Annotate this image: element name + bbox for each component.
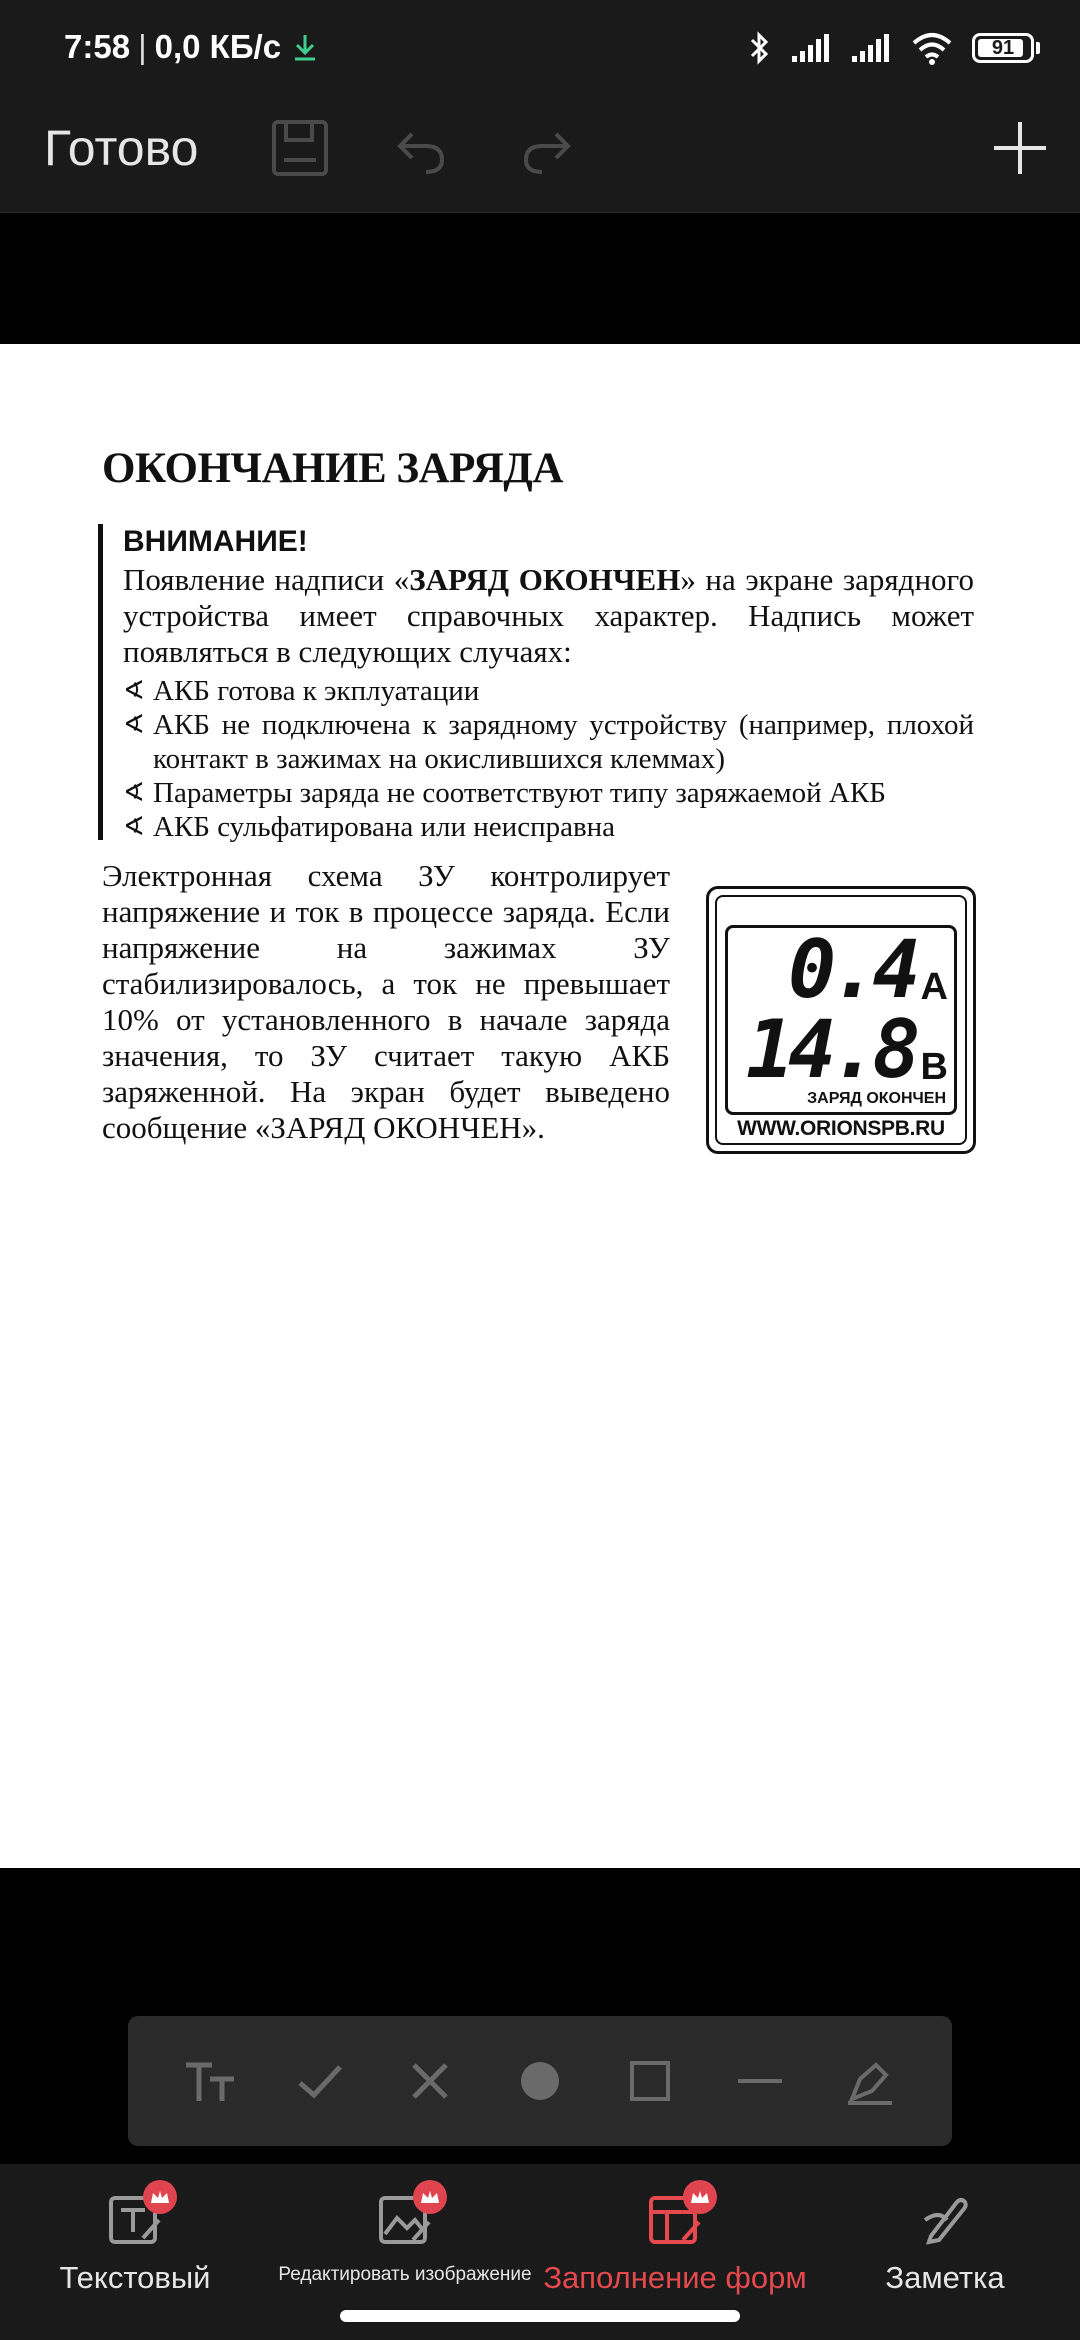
wifi-icon — [910, 31, 954, 65]
list-item — [123, 810, 974, 844]
line-icon[interactable] — [728, 2049, 792, 2113]
bullet-icon: ∢ — [123, 710, 145, 739]
battery-indicator — [972, 33, 1034, 63]
nav-label: Заметка — [885, 2260, 1005, 2295]
dot-icon[interactable] — [508, 2049, 572, 2113]
status-bar — [0, 0, 1080, 100]
status-separator: | — [138, 28, 147, 65]
warning-text — [123, 562, 974, 670]
nav-item-text[interactable] — [0, 2164, 270, 2314]
bullet-icon: ∢ — [123, 778, 145, 807]
warning-box — [98, 524, 974, 843]
body-paragraph: Электронная схема ЗУ контролирует напряжение и ток в процессе заряда. Если напряжение на зажимах ЗУ стабилизировалось, а ток не превышает 10% от установленного в начале заряда значения, то ЗУ считает такую АКБ заряженной. На экран будет выведено сообщение «ЗАРЯД ОКОНЧЕН». — [102, 858, 670, 1145]
network-speed: 0,0 КБ/с — [154, 28, 282, 65]
lcd-current-unit: А — [920, 966, 948, 1008]
lcd-current-value: 0.4 — [788, 923, 915, 1016]
pen-note-icon — [895, 2180, 995, 2250]
download-icon — [289, 31, 321, 63]
square-icon[interactable] — [618, 2049, 682, 2113]
markup-toolbar — [128, 2016, 952, 2146]
nav-icon — [895, 2180, 995, 2250]
charger-display-illustration — [706, 886, 976, 1154]
list-item-text: АКБ готова к экплуатации — [153, 675, 480, 707]
lcd-screen — [725, 925, 957, 1115]
lcd-status-text: ЗАРЯД ОКОНЧЕН — [807, 1090, 946, 1107]
signal-icon-2 — [850, 32, 892, 64]
lcd-voltage-row — [745, 1003, 948, 1096]
warning-text-bold: ЗАРЯД ОКОНЧЕН — [409, 562, 681, 597]
lcd-voltage-value: 14.8 — [745, 1003, 915, 1096]
check-icon[interactable] — [288, 2049, 352, 2113]
document-title: ОКОНЧАНИЕ ЗАРЯДА — [102, 445, 563, 492]
warning-text-before: Появление надписи « — [123, 562, 410, 597]
document-page — [0, 344, 1080, 1868]
editor-toolbar — [0, 100, 1080, 213]
device-url: WWW.ORIONSPB.RU — [737, 1117, 945, 1140]
plus-icon[interactable] — [986, 114, 1054, 182]
warning-text-after: » на экране зарядного устройства имеет справочных характер. Надпись может появляться в следующих случаях: — [123, 562, 974, 669]
lcd-current-row — [788, 923, 948, 1016]
cross-icon[interactable] — [398, 2049, 462, 2113]
nav-label: Заполнение форм — [543, 2260, 807, 2295]
list-item-text: АКБ не подключена к зарядному устройству (например, плохой контакт в зажимах на окислившихся клеммах) — [153, 709, 974, 775]
undo-icon[interactable] — [388, 114, 456, 182]
bullet-icon: ∢ — [123, 676, 145, 705]
clock: 7:58 — [64, 28, 131, 65]
status-right — [748, 28, 1040, 68]
signal-icon — [790, 32, 832, 64]
bullet-icon: ∢ — [123, 812, 145, 841]
nav-label: Текстовый — [59, 2260, 211, 2295]
list-item-text: АКБ сульфатирована или неисправна — [153, 811, 616, 843]
text-size-icon[interactable] — [178, 2049, 242, 2113]
list-item — [123, 776, 974, 810]
warning-list — [123, 674, 974, 844]
signature-icon[interactable] — [838, 2049, 902, 2113]
redo-icon[interactable] — [512, 114, 580, 182]
lcd-voltage-unit: В — [920, 1046, 948, 1088]
nav-icon — [355, 2180, 455, 2250]
list-item — [123, 674, 974, 708]
premium-crown-icon — [143, 2180, 177, 2214]
status-left — [64, 28, 321, 66]
done-button[interactable]: Готово — [44, 120, 199, 176]
nav-icon — [85, 2180, 185, 2250]
nav-icon — [625, 2180, 725, 2250]
warning-title: ВНИМАНИЕ! — [123, 525, 308, 558]
battery-tip — [1036, 42, 1040, 54]
nav-item-edit-image[interactable] — [270, 2164, 540, 2314]
premium-crown-icon — [413, 2180, 447, 2214]
premium-crown-icon — [683, 2180, 717, 2214]
home-indicator[interactable] — [340, 2310, 740, 2322]
list-item-text: Параметры заряда не соответствуют типу заряжаемой АКБ — [153, 777, 886, 809]
save-icon[interactable] — [266, 114, 334, 182]
battery-percent: 91 — [991, 36, 1015, 59]
nav-item-fill-forms[interactable] — [540, 2164, 810, 2314]
bluetooth-icon — [748, 30, 772, 66]
list-item — [123, 708, 974, 776]
nav-item-note[interactable] — [810, 2164, 1080, 2314]
nav-label: Редактировать изображение — [278, 2264, 532, 2285]
